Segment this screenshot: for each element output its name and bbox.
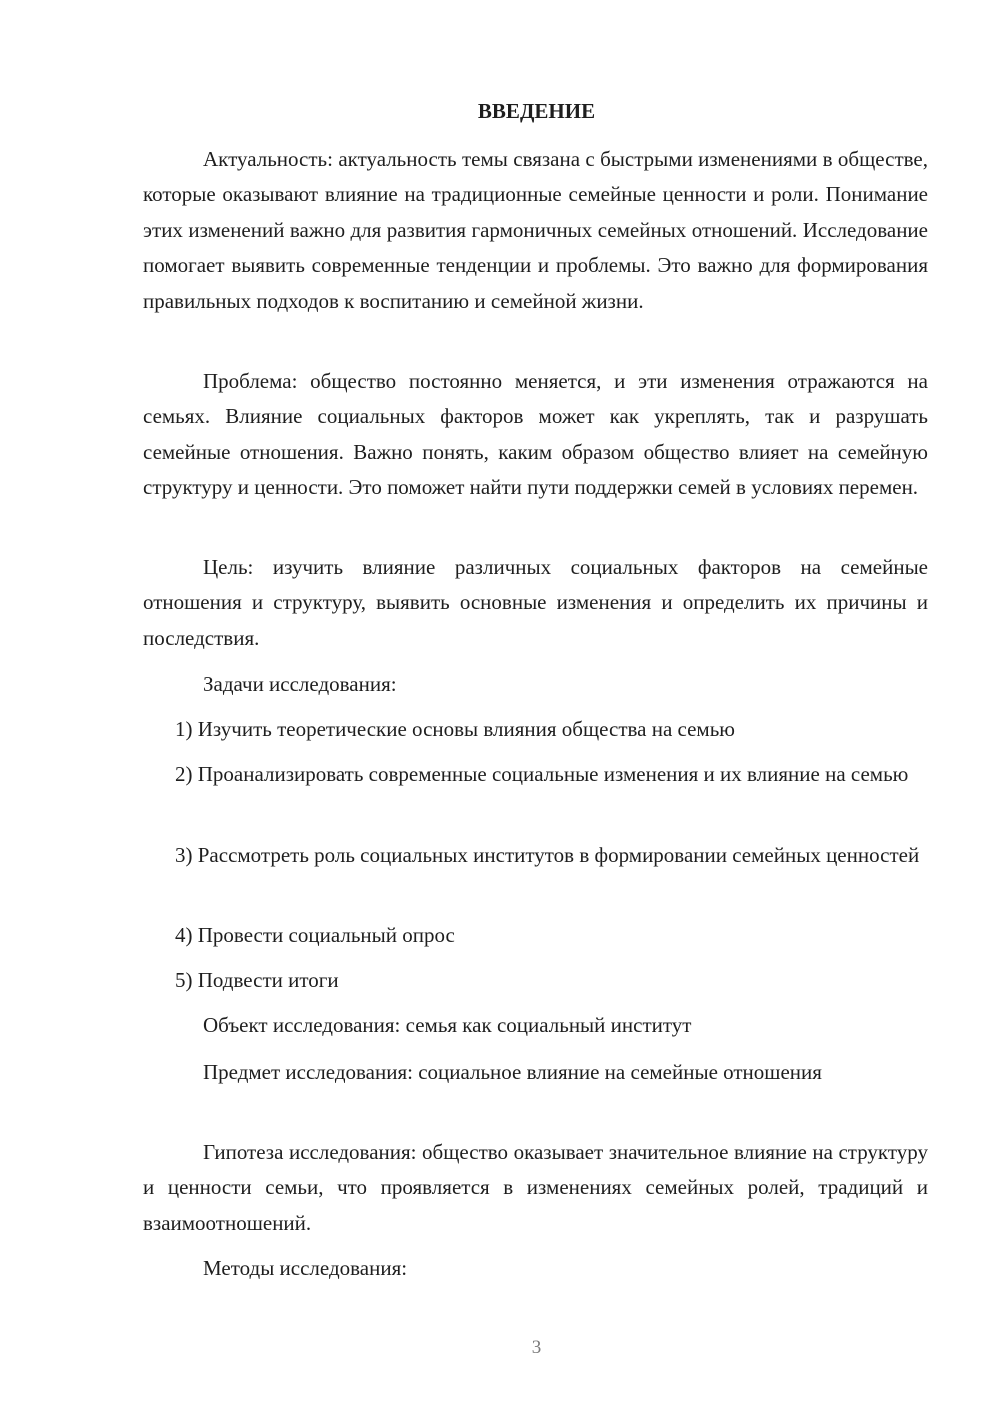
research-object: Объект исследования: семья как социальный институт [203,1013,692,1037]
task-item-2: 2) Проанализировать современные социальные изменения и их влияние на семью [175,762,909,786]
goal-paragraph: Цель: изучить влияние различных социальных факторов на семейные отношения и структуру, выявить основные изменения и определить их причины и последствия. [143,555,928,650]
relevance-paragraph: Актуальность: актуальность темы связана с быстрыми изменениями в обществе, которые оказывают влияние на традиционные семейные ценности и роли. Понимание этих изменений важно для развития гармоничных семейных отношений. Исследование помогает выявить современные тенденции и проблемы. Это важно для формирования правильных подходов к воспитанию и семейной жизни. [143,147,928,313]
research-subject: Предмет исследования: социальное влияние на семейные отношения [203,1060,822,1084]
methods-heading: Методы исследования: [203,1256,408,1280]
task-item-4: 4) Провести социальный опрос [175,923,455,947]
tasks-heading: Задачи исследования: [203,672,397,696]
page-title: ВВЕДЕНИЕ [477,99,596,123]
page-number: 3 [531,1337,542,1358]
task-item-1: 1) Изучить теоретические основы влияния общества на семью [175,717,735,741]
task-item-3: 3) Рассмотреть роль социальных институтов в формировании семейных ценностей [175,843,920,867]
task-item-5: 5) Подвести итоги [175,968,339,992]
hypothesis-paragraph: Гипотеза исследования: общество оказывает значительное влияние на структуру и ценности семьи, что проявляется в изменениях семейных ролей, традиций и взаимоотношений. [143,1140,928,1235]
problem-paragraph: Проблема: общество постоянно меняется, и эти изменения отражаются на семьях. Влияние социальных факторов может как укреплять, так и разрушать семейные отношения. Важно понять, каким образом общество влияет на семейную структуру и ценности. Это поможет найти пути поддержки семей в условиях перемен. [143,369,928,500]
